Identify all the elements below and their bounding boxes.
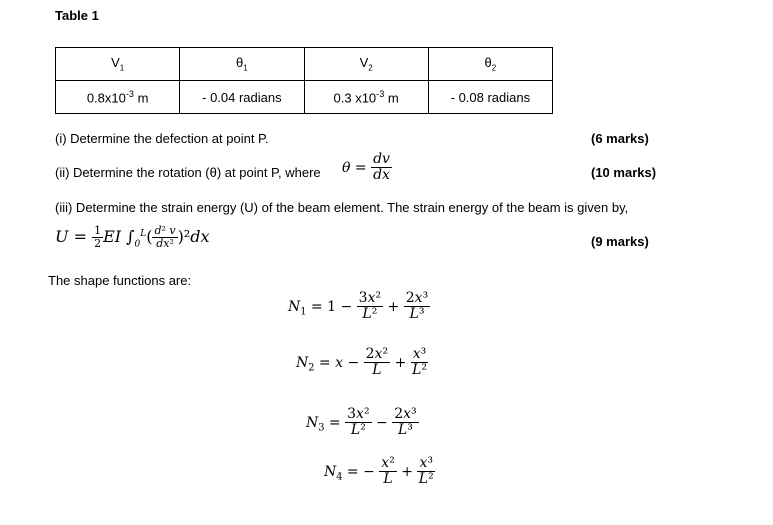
value-v2: 0.3 $x10^{-3}$ m (304, 81, 428, 114)
value-theta1: - 0.04 radians (180, 81, 304, 114)
question-3-marks: (9 marks) (591, 234, 649, 249)
question-2-marks: (10 marks) (591, 165, 657, 180)
shape-function-n3: $N_3$ = $\frac{\text{3x²}}{\text{L²}}$ − $\frac{\text{2x³}}{\text{L³}}$ (306, 406, 417, 439)
question-1-marks: (6 marks) (591, 131, 649, 146)
header-v2: $V_2$ (304, 48, 428, 81)
question-2: (ii) Determine the rotation (θ) at point P, where (55, 165, 321, 180)
value-theta2: - 0.08 radians (428, 81, 552, 114)
shape-function-n2: $N_2 = x$ − $\frac{\text{2x²}}{L}$ + $\frac{\text{x³}}{\text{L²}}$ (296, 346, 427, 379)
table-title: Table 1 (55, 8, 99, 23)
header-v1: $V_1$ (56, 48, 180, 81)
table-header-row (56, 48, 553, 81)
question-3: (iii) Determine the strain energy (U) of the beam element. The strain energy of the beam is given by, (55, 200, 629, 215)
header-theta1: $\theta_1$ (180, 48, 304, 81)
header-theta2: $\theta_2$ (428, 48, 552, 81)
strain-energy-formula: U = $\frac{1}{2}$ EI $\int_0^L$( $\frac{\text{d² v}}{\text{dx²}}$ )²dx (55, 224, 210, 251)
shape-functions-intro: The shape functions are: (48, 273, 192, 288)
rotation-formula: θ = $\frac{dv}{dx}$ (342, 151, 390, 184)
shape-function-n4: $N_4$ = − $\frac{\text{x²}}{L}$ + $\frac{\text{x³}}{\text{L²}}$ (324, 455, 434, 488)
data-table (55, 47, 553, 114)
question-1: (i) Determine the defection at point P. (55, 131, 269, 146)
value-v1: $0.8x10^{-3}$ m (56, 81, 180, 114)
table-value-row (56, 81, 553, 114)
shape-function-n1: $N_1 = 1$ − $\frac{\text{3x²}}{\text{L²}}$ + $\frac{\text{2x³}}{\text{L³}}$ (288, 290, 429, 323)
